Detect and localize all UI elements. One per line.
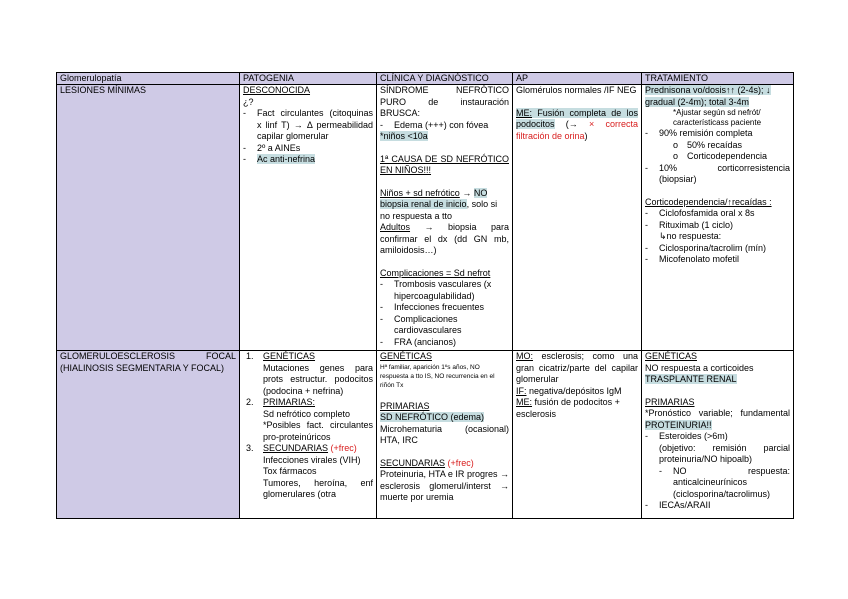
row2-patogenia-list [243,351,373,501]
list-item: o Corticodependencia [645,151,790,163]
row2-clinica-prim-title: PRIMARIAS [380,400,430,411]
row1-tratamiento-no-resp: ↳no respuesta: [659,231,722,241]
list-item: - Trombosis vasculares (x hipercoagulabilidad) [380,279,509,302]
row2-ap-me: ME: fusión de podocitos + esclerosis [516,397,620,419]
row2-tratamiento-gen-title: GENÉTICAS [645,351,698,361]
row1-patogenia [240,85,377,351]
row2-tratamiento-prim-text: *Pronóstico variable; fundamental PROTEINURIA!! [645,408,790,430]
row1-clinica-ninos-note: *niños <10a [380,131,428,141]
row2-patogenia [240,351,377,519]
header-ap: AP [513,73,642,85]
row1-tratamiento-cortico-title: Corticodependencia/↑recaídas : [645,196,772,207]
list-item: - IECAs/ARAII [645,500,790,512]
list-item: - Micofenolato mofetil [645,254,790,266]
list-item: - Fact circulantes (citoquinas x linf T) → Δ permeabilidad capilar glomerular [243,108,373,143]
row1-patogenia-title: DESCONOCIDA [243,85,311,95]
row2-clinica [377,351,513,519]
row1-tratamiento-pred-note: *Ajustar según sd nefrót/ característicass paciente [673,108,762,127]
list-item: - Ac anti-nefrina [243,154,373,166]
row1-name: LESIONES MÍNIMAS [57,85,240,351]
row1-clinica-complicaciones-list [380,279,509,348]
list-item: - Complicaciones cardiovasculares [380,314,509,337]
list-item: - Ciclosporina/tacrolim (mín) [645,243,790,255]
list-item: 1. GENÉTICAS Mutaciones genes para prots estructur. podocitos (podocina + nefrina) [246,351,373,396]
row1-patogenia-list [243,108,373,166]
row1-ap [513,85,642,351]
row2-clinica-sec-text: Proteinuria, HTA e IR progres → esclerosis glomerul/interst → muerte por uremia [380,469,509,502]
list-item: - Rituximab (1 ciclo) [645,220,790,232]
list-item: - Ciclofosfamida oral x 8s [645,208,790,220]
list-item: 2. PRIMARIAS: Sd nefrótico completo *Posibles fact. circulantes pro-proteinúricos [246,397,373,442]
row2-ap-mo: MO: esclerosis; como una gran cicatriz/parte del capilar glomerular [516,351,638,384]
list-item: - 10% corticorresistencia (biopsiar) [645,163,790,186]
row1-tratamiento-pred: Prednisona vo/dosis↑↑ (2-4s); ↓ gradual (2-4m); total 3-4m [645,85,771,107]
list-item: - NO respuesta: anticalcineurínicos (ciclosporina/tacrolimus) [659,466,790,501]
header-glomerulopatia: Glomerulopatía [57,73,240,85]
row2-tratamiento-gen-text: NO respuesta a corticoides [645,362,754,373]
row1-clinica-causa: 1ª CAUSA DE SD NEFRÓTICO EN NIÑOS!!! [380,153,509,175]
list-item: o 50% recaídas [645,140,790,152]
row1-clinica-complicaciones-title: Complicaciones = Sd nefrot [380,267,491,278]
row2-tratamiento [642,351,794,519]
row2-clinica-gen-title: GENÉTICAS [380,351,433,361]
row1-tratamiento-list2 [645,163,790,186]
header-clinica: CLÍNICA Y DIAGNÓSTICO [377,73,513,85]
list-item: - 2º a AINEs [243,143,373,155]
row2-tratamiento-list2 [645,500,790,512]
list-item: - Infecciones frecuentes [380,302,509,314]
row2-ap-if: IF: negativa/depósitos IgM [516,385,622,396]
header-tratamiento: TRATAMIENTO [642,73,794,85]
row1-tratamiento-sublist [645,140,790,163]
glomerulopathy-table [56,72,794,519]
list-item: - FRA (ancianos) [380,337,509,349]
row2-tratamiento-prim-title: PRIMARIAS [645,396,695,407]
row2-tratamiento-list [645,431,790,466]
list-item: - Esteroides (>6m) (objetivo: remisión parcial proteinuria/NO hipoalb) [645,431,790,466]
table-row-glomeruloesclerosis [57,351,794,519]
row2-ap [513,351,642,519]
table-row-lesiones-minimas [57,85,794,351]
row1-clinica-ninos: Niños + sd nefrótico → NO biopsia renal de inicio, solo si no respuesta a tto [380,187,498,221]
row2-clinica-gen-text: Hª familiar, aparición 1ºs años, NO respuesta a tto IS, NO recurrencia en el riñón Tx [380,363,495,389]
row1-tratamiento-cortico-list [645,208,790,231]
list-item: - Edema (+++) con fóvea [380,120,509,132]
row1-clinica [377,85,513,351]
row1-ap-me: ME: Fusión completa de los podocitos (→ × correcta filtración de orina) [516,107,638,141]
row2-clinica-prim-text: Microhematuria (ocasional) HTA, IRC [380,423,509,445]
row2-tratamiento-sublist [645,466,790,501]
list-item: - 90% remisión completa [645,128,790,140]
row1-ap-line1: Glomérulos normales /IF NEG [516,85,637,95]
row1-patogenia-q: ¿? [243,96,254,107]
row2-clinica-sec-title: SECUNDARIAS (+frec) [380,457,474,468]
row1-tratamiento-list [645,128,790,140]
row1-clinica-edema-list [380,120,509,132]
header-patogenia: PATOGENIA [240,73,377,85]
row1-clinica-intro: SÍNDROME NEFRÓTICO PURO de instauración BRUSCA: [380,85,509,118]
row1-clinica-adultos: Adultos → biopsia para confirmar el dx (dd GN mb, amiloidosis…) [380,222,509,255]
row1-tratamiento [642,85,794,351]
header-row [57,73,794,85]
row1-tratamiento-cortico-list2 [645,243,790,266]
row2-tratamiento-gen-hl: TRASPLANTE RENAL [645,374,737,384]
row2-clinica-prim-hl: SD NEFRÓTICO (edema) [380,412,485,422]
list-item: 3. SECUNDARIAS (+frec) Infecciones virales (VIH) Tox fármacos Tumores, heroína, enf glomerulares (otra [246,443,373,499]
glomerulopathy-table-sheet [56,72,793,519]
row2-name: GLOMERULOESCLEROSIS FOCAL (HIALINOSIS SEGMENTARIA Y FOCAL) [57,351,240,519]
